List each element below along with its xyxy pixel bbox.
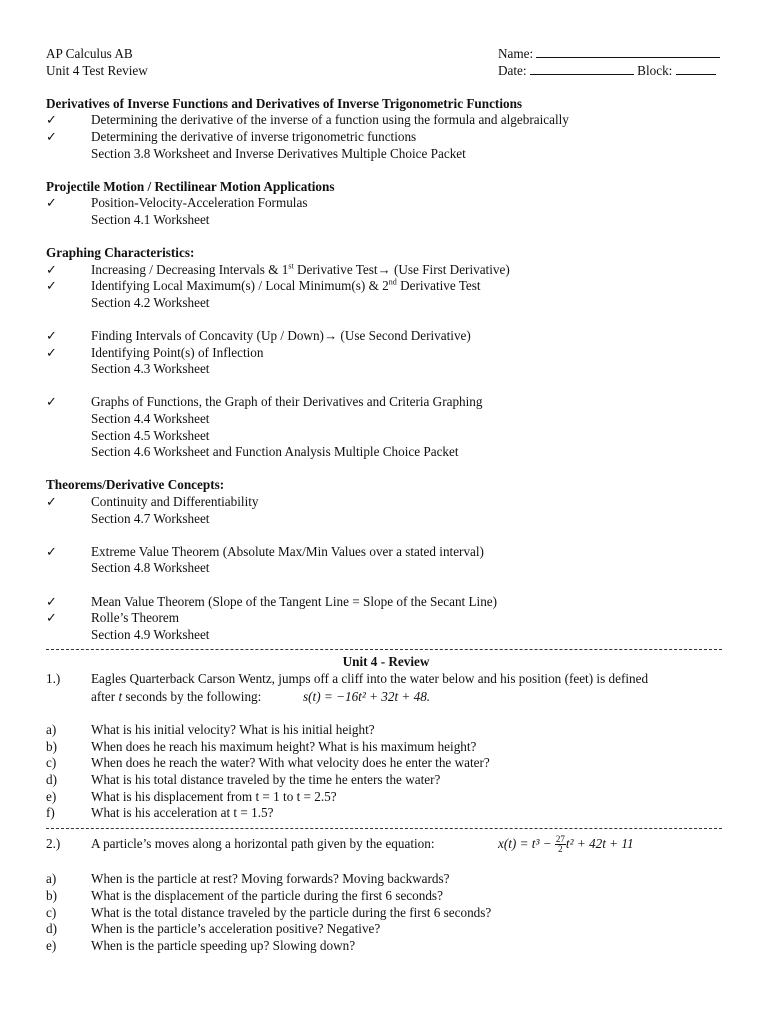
checklist-item: ✓ Increasing / Decreasing Intervals & 1st Derivative Test→ (Use First Derivative) (46, 261, 510, 277)
check-icon: ✓ (46, 195, 58, 211)
question-part (46, 905, 726, 922)
question-part (46, 805, 726, 822)
section-reference: Section 4.6 Worksheet and Function Analysis Multiple Choice Packet (91, 444, 459, 460)
check-icon: ✓ (46, 593, 58, 609)
question-2: 2.) A particle’s moves along a horizontal path given by the equation: x(t) = t³ − $\frac{27}{2}$ t² + 42t + 11 (46, 834, 634, 855)
question-1-line-2: after t seconds by the following: s(t) = −16t² + 32t + 48. (91, 688, 431, 704)
part-label: e) (46, 788, 57, 804)
dashed-divider (46, 828, 722, 829)
section-reference: Section 4.2 Worksheet (91, 294, 210, 310)
question-1: 1.) Eagles Quarterback Carson Wentz, jumps off a cliff into the water below and his position (feet) is defined (46, 670, 649, 686)
part-text: What is the displacement of the particle during the first 6 seconds? (91, 887, 443, 903)
unit-title: Unit 4 Test Review (46, 62, 148, 78)
part-label: b) (46, 738, 57, 754)
section-reference: Section 4.3 Worksheet (91, 361, 210, 377)
part-label: b) (46, 887, 57, 903)
part-label: a) (46, 722, 57, 738)
check-icon: ✓ (46, 543, 58, 559)
checklist-item: ✓ Position-Velocity-Acceleration Formulas (46, 195, 308, 211)
fraction: $\frac{27}{2}$ (555, 834, 565, 855)
part-text: What is the total distance traveled by the particle during the first 6 seconds? (91, 904, 492, 920)
part-text: What is his total distance traveled by the time he enters the water? (91, 771, 441, 787)
section-reference: Section 4.7 Worksheet (91, 510, 210, 526)
checklist-item: ✓ Rolle’s Theorem (46, 610, 180, 626)
check-icon: ✓ (46, 610, 58, 626)
check-icon: ✓ (46, 494, 58, 510)
section-title: Theorems/Derivative Concepts: (46, 477, 225, 493)
particle-equation: x(t) = t³ − $\frac{27}{2}$ t² + 42t + 11 (498, 834, 634, 855)
section-title: Derivatives of Inverse Functions and Derivatives of Inverse Trigonometric Functions (46, 95, 523, 111)
section-reference: Section 4.5 Worksheet (91, 427, 210, 443)
part-label: f) (46, 805, 55, 821)
date-blank (530, 63, 634, 75)
part-label: e) (46, 937, 57, 953)
part-label: c) (46, 904, 57, 920)
question-part (46, 789, 726, 806)
checklist-item: ✓ Mean Value Theorem (Slope of the Tangent Line = Slope of the Secant Line) (46, 593, 498, 609)
date-block-field: Date: Block: (498, 63, 716, 80)
check-icon: ✓ (46, 344, 58, 360)
question-part (46, 888, 726, 905)
part-text: When is the particle’s acceleration positive? Negative? (91, 921, 381, 937)
part-label: a) (46, 871, 57, 887)
checklist-item: ✓ Determining the derivative of the inverse of a function using the formula and algebraically (46, 112, 569, 128)
part-text: What is his acceleration at t = 1.5? (91, 805, 274, 821)
part-text: When does he reach his maximum height? What is his maximum height? (91, 738, 477, 754)
course-title: AP Calculus AB (46, 46, 133, 61)
name-blank (536, 46, 720, 58)
part-label: c) (46, 755, 57, 771)
block-blank (676, 63, 716, 75)
header-row-2 (46, 63, 726, 80)
checklist-item: ✓ Determining the derivative of inverse trigonometric functions (46, 128, 417, 144)
question-part (46, 921, 726, 938)
part-label: d) (46, 921, 57, 937)
question-part (46, 938, 726, 955)
section-title: Projectile Motion / Rectilinear Motion Applications (46, 178, 335, 194)
part-text: What is his displacement from t = 1 to t = 2.5? (91, 788, 337, 804)
checklist-item: ✓ Finding Intervals of Concavity (Up / Down)→ (Use Second Derivative) (46, 328, 471, 344)
question-part (46, 772, 726, 789)
part-label: d) (46, 771, 57, 787)
check-icon: ✓ (46, 278, 58, 294)
dashed-divider (46, 649, 722, 650)
header-row-1 (46, 46, 726, 63)
question-part (46, 755, 726, 772)
check-icon: ✓ (46, 328, 58, 344)
part-text: What is his initial velocity? What is his initial height? (91, 722, 375, 738)
section-reference: Section 4.8 Worksheet (91, 560, 210, 576)
question-1-parts (46, 722, 726, 822)
section-title: Graphing Characteristics: (46, 245, 195, 261)
check-icon: ✓ (46, 112, 58, 128)
checklist-item: ✓ Identifying Local Maximum(s) / Local Minimum(s) & 2nd Derivative Test (46, 277, 481, 294)
check-icon: ✓ (46, 394, 58, 410)
section-reference: Section 4.1 Worksheet (91, 211, 210, 227)
review-title: Unit 4 - Review (342, 654, 430, 670)
section-reference: Section 4.9 Worksheet (91, 626, 210, 642)
checklist-item: ✓ Extreme Value Theorem (Absolute Max/Min Values over a stated interval) (46, 543, 484, 559)
checklist-item: ✓ Continuity and Differentiability (46, 494, 259, 510)
check-icon: ✓ (46, 128, 58, 144)
part-text: When does he reach the water? With what velocity does he enter the water? (91, 755, 490, 771)
question-2-parts (46, 871, 726, 954)
checklist-item: ✓ Graphs of Functions, the Graph of their Derivatives and Criteria Graphing (46, 394, 483, 410)
worksheet-page (46, 46, 726, 954)
section-reference: Section 3.8 Worksheet and Inverse Derivatives Multiple Choice Packet (91, 145, 466, 161)
name-field: Name: (498, 46, 720, 63)
question-part (46, 871, 726, 888)
position-equation: s(t) = −16t² + 32t + 48. (303, 688, 431, 704)
check-icon: ✓ (46, 261, 58, 277)
section-reference: Section 4.4 Worksheet (91, 411, 210, 427)
part-text: When is the particle at rest? Moving forwards? Moving backwards? (91, 871, 450, 887)
question-part (46, 739, 726, 756)
part-text: When is the particle speeding up? Slowing down? (91, 937, 356, 953)
checklist-item: ✓ Identifying Point(s) of Inflection (46, 344, 264, 360)
question-part (46, 722, 726, 739)
